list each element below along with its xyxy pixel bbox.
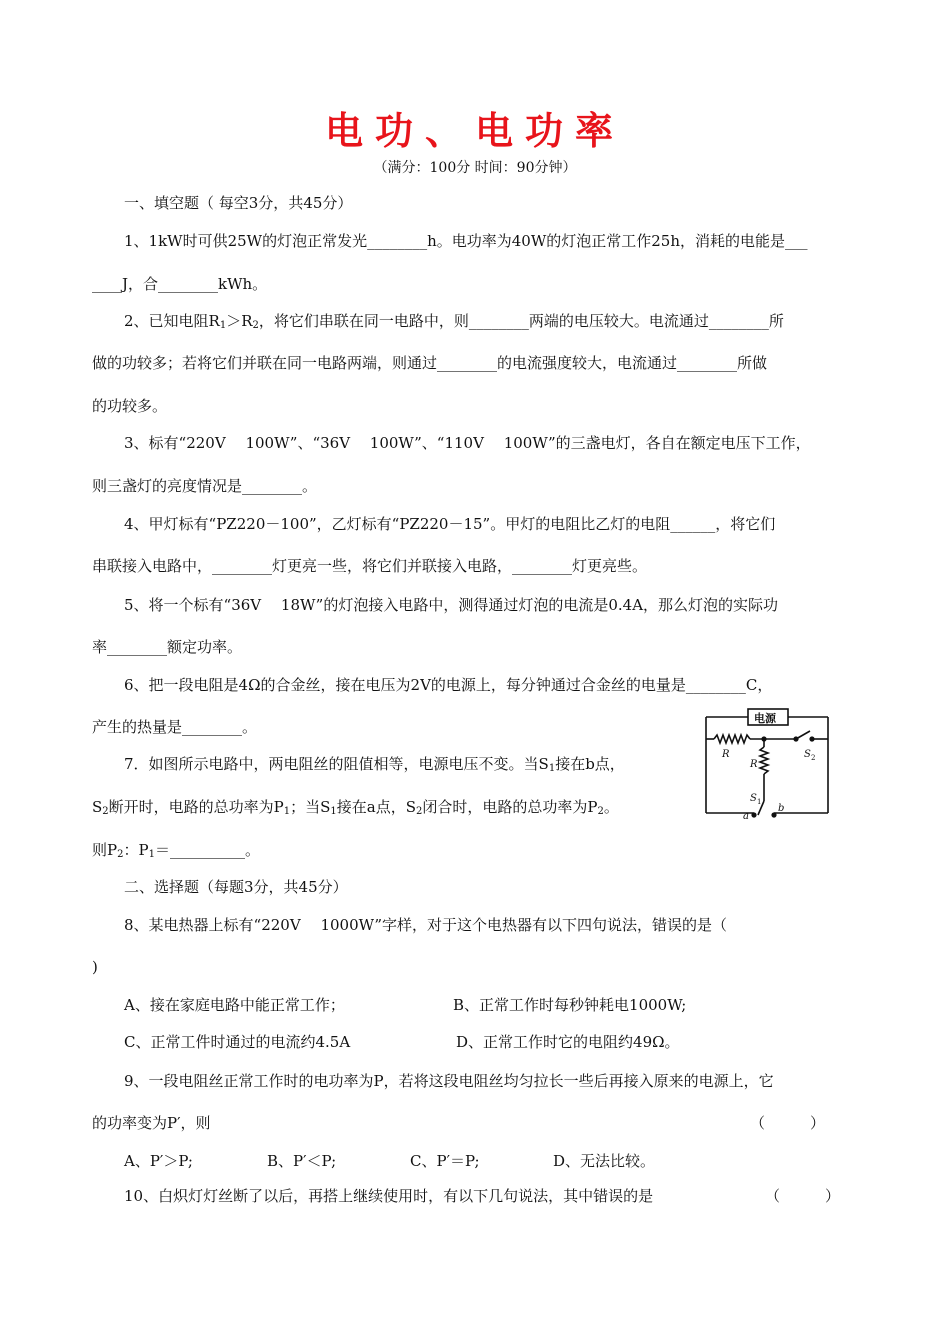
q1-line1: 1、1kW时可供25W的灯泡正常发光________h。电功率为40W的灯泡正常工作25h，消耗的电能是___ [124, 232, 808, 250]
q7-sub: 2 [597, 806, 604, 817]
switch-s1-label: S [750, 793, 757, 804]
power-source-label: 电源 [754, 712, 776, 725]
q2-line3: 的功较多。 [92, 397, 168, 415]
page-subtitle: （满分：100分 时间：90分钟） [373, 160, 577, 176]
q9-line1: 9、一段电阻丝正常工作时的电功率为P，若将这段电阻丝均匀拉长一些后再接入原来的电源上，它 [124, 1072, 774, 1090]
q7-sub: 2 [416, 806, 423, 817]
q9-line2: 的功率变为P′，则 [92, 1114, 211, 1132]
q7-sub: 1 [548, 763, 556, 774]
q8-option-a: A、接在家庭电路中能正常工作； [124, 996, 345, 1014]
q8-option-c: C、正常工件时通过的电流约4.5A [124, 1033, 351, 1051]
resistor-vertical [760, 747, 768, 774]
q7-text: ＝__________。 [154, 841, 260, 859]
q5-line1: 5、将一个标有“36V 18W”的灯泡接入电路中，测得通过灯泡的电流是0.4A，那么灯泡的实际功 [124, 596, 779, 614]
q7-text: 接在a点，S [336, 798, 417, 816]
section-choice-heading: 二、选择题（每题3分，共45分） [124, 878, 348, 896]
q7-text: 接在b点， [555, 755, 625, 773]
q2-sub2: 2 [252, 320, 259, 331]
terminal-b-label: b [778, 803, 785, 814]
q3-line1: 3、标有“220V 100W”、“36V 100W”、“110V 100W”的三盏电灯，各自在额定电压下工作， [124, 434, 811, 452]
q2-sub1: 1 [219, 320, 227, 331]
q6-line2: 产生的热量是________。 [92, 718, 258, 736]
q8-option-b: B、正常工作时每秒钟耗电1000W; [453, 996, 687, 1014]
q7-sub: 1 [330, 806, 337, 817]
q4-line1: 4、甲灯标有“PZ220－100”，乙灯标有“PZ220－15”。甲灯的电阻比乙灯的电阻______，将它们 [124, 515, 776, 533]
q9-option-a: A、P′＞P; [124, 1152, 193, 1170]
q7-text: 断开时，电路的总功率为P [108, 798, 284, 816]
q7-sub: 1 [148, 849, 155, 860]
q2-text: 2、已知电阻R [124, 312, 220, 330]
q8-line2: ) [92, 958, 98, 976]
q8-option-d: D、正常工作时它的电阻约49Ω。 [456, 1033, 680, 1051]
circuit-diagram [696, 705, 836, 823]
q9-answer-paren: （ ） [750, 1114, 826, 1132]
page-title: 电功、电功率 [324, 108, 625, 153]
q7-sub: 2 [117, 849, 124, 860]
switch-s2-label: S [804, 749, 811, 760]
q9-option-c: C、P′＝P; [410, 1152, 480, 1170]
q4-line2: 串联接入电路中，________灯更亮一些，将它们并联接入电路，________灯更亮些。 [92, 557, 648, 575]
q7-line1 [124, 754, 625, 774]
q10-line1: 10、白炽灯灯丝断了以后，再搭上继续使用时，有以下几句说法，其中错误的是 [124, 1187, 654, 1205]
resistor-horizontal [714, 735, 750, 743]
q7-text: 7．如图所示电路中，两电阻丝的阻值相等，电源电压不变。当S [124, 755, 549, 773]
q7-text: S [92, 798, 103, 816]
q2-line2: 做的功较多；若将它们并联在同一电路两端，则通过________的电流强度较大，电流通过________所做 [92, 354, 768, 372]
q2-text: ＞R [226, 312, 253, 330]
q9-option-d: D、无法比较。 [553, 1152, 656, 1170]
q7-text: 。 [603, 798, 619, 816]
q2-line1 [124, 311, 784, 331]
terminal-a-label: a [743, 811, 749, 822]
section-fill-heading: 一、填空题（ 每空3分，共45分） [124, 194, 353, 212]
q9-option-b: B、P′＜P; [267, 1152, 337, 1170]
switch-s2 [796, 731, 810, 739]
resistor-label-1: R [722, 749, 730, 760]
q7-text: 则P [92, 841, 118, 859]
q7-line3 [92, 840, 260, 860]
q1-line2: ____J，合________kWh。 [92, 275, 268, 293]
q7-line2 [92, 797, 619, 817]
q6-line1: 6、把一段电阻是4Ω的合金丝，接在电压为2V的电源上，每分钟通过合金丝的电量是________C， [124, 676, 773, 694]
q7-sub: 1 [283, 806, 291, 817]
switch-s2-sub: 2 [811, 754, 816, 762]
q3-line2: 则三盏灯的亮度情况是________。 [92, 477, 318, 495]
q7-text: 闭合时，电路的总功率为P [422, 798, 598, 816]
q7-sub: 2 [102, 806, 109, 817]
q10-answer-paren: （ ） [765, 1187, 841, 1205]
q5-line2: 率________额定功率。 [92, 638, 243, 656]
q7-text: ：P [123, 841, 149, 859]
switch-s1-sub: 1 [757, 798, 762, 806]
resistor-label-2: R [750, 759, 758, 770]
q2-text: ，将它们串联在同一电路中，则________两端的电压较大。电流通过________所 [258, 312, 784, 330]
q7-text: ；当S [290, 798, 331, 816]
q8-line1: 8、某电热器上标有“220V 1000W”字样，对于这个电热器有以下四句说法，错误的是（ [124, 916, 727, 934]
